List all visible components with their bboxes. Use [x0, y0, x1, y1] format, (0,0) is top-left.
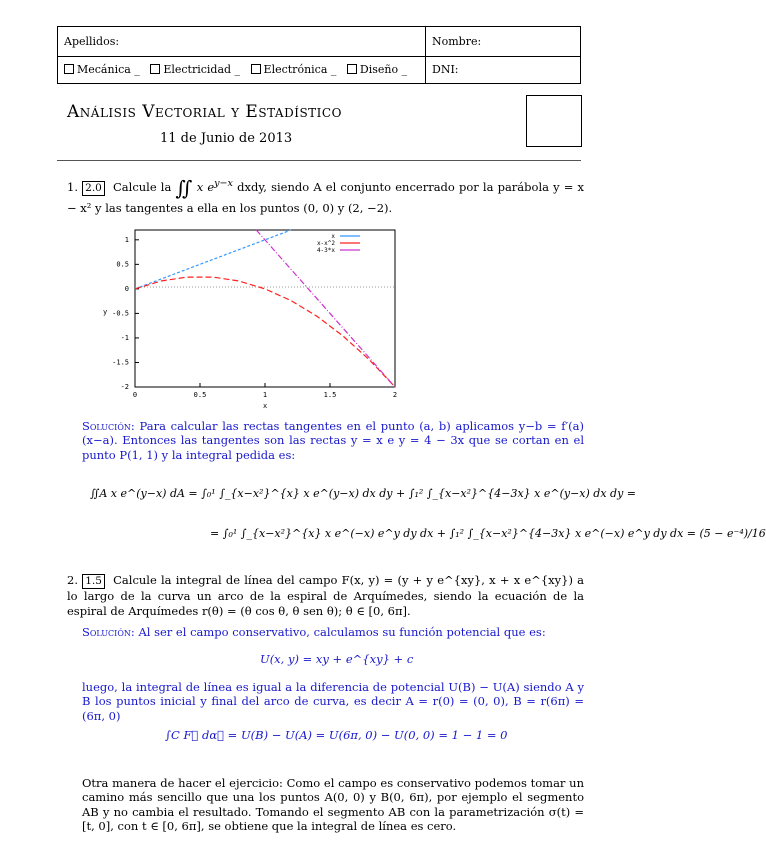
tangent-parabola-chart	[95, 222, 405, 412]
problem2-solution-text: Al ser el campo conservativo, calculamos su función potencial que es:	[138, 625, 546, 639]
exam-date: 11 de Junio de 2013	[160, 131, 293, 146]
grade-box	[526, 95, 582, 147]
problem1-equation-line2: = ∫₀¹ ∫_{x−x²}^{x} x e^(−x) e^y dy dx + ∫₁² ∫_{x−x²}^{4−3x} x e^(−x) e^y dy dx = (5 − e⁻⁴)/16	[210, 527, 766, 540]
option-electronica: Electrónica _	[263, 63, 337, 76]
problem1-statement: 1. 2.0 Calcule la ∬ x $e^{y-x}$ dxdy, siendo A el conjunto encerrado por la parábola y = x − x² y las tangentes a ella en los puntos (0, 0) y (2, −2).	[67, 176, 585, 215]
speciality-options	[64, 63, 407, 77]
checkbox-icon[interactable]	[64, 64, 74, 74]
option-electricidad: Electricidad _	[163, 63, 241, 76]
checkbox-icon[interactable]	[251, 64, 261, 74]
y-axis-label: y	[103, 308, 108, 316]
x-tick-label: 2	[392, 391, 398, 399]
problem1-statement-c: dxdy, siendo A el conjunto encerrado por la parábola y = x − x² y las tangentes a ella en los puntos (0, 0) y (2, −2).	[67, 180, 585, 215]
name-label: Nombre:	[432, 35, 482, 48]
x-axis-label: x	[263, 402, 268, 410]
student-header	[57, 26, 581, 84]
potential-function: U(x, y) = xy + e^{xy} + c	[260, 652, 414, 666]
problem1-number: 1.	[67, 180, 78, 194]
title-separator	[57, 160, 581, 161]
problem2-statement	[67, 573, 584, 618]
y-tick-label: 0	[124, 284, 129, 293]
x-tick-label: 0	[132, 391, 138, 399]
problem2-statement-text: Calcule la integral de línea del campo F(x, y) = (y + y e^{xy}, x + x e^{xy}) a lo largo de la curva un arco de la espiral de Arquímedes, siendo la ecuación de la espiral de Arquímedes r(θ) = (θ cos θ, θ sen θ); θ ∈ [0, 6π].	[67, 573, 585, 618]
problem1-equation-line1: ∬A x e^(y−x) dA = ∫₀¹ ∫_{x−x²}^{x} x e^(y−x) dx dy + ∫₁² ∫_{x−x²}^{4−3x} x e^(y−x) dx dy =	[90, 487, 637, 500]
problem1-solution-label: Solución:	[82, 419, 135, 433]
problem1-solution	[82, 419, 584, 462]
surname-label: Apellidos:	[64, 35, 120, 48]
exam-title: Análisis Vectorial y Estadístico	[67, 102, 342, 122]
problem2-points: 1.5	[82, 574, 105, 589]
y-tick-label: 1	[124, 235, 129, 244]
y-tick-label: -2	[120, 383, 129, 391]
problem2-number: 2.	[67, 573, 78, 587]
x-tick-label: 1.5	[323, 391, 337, 399]
legend-label: x-x^2	[316, 240, 335, 247]
header-divider-horizontal	[58, 56, 580, 57]
y-tick-label: -0.5	[112, 309, 129, 318]
series-line-x	[135, 230, 291, 289]
checkbox-icon[interactable]	[150, 64, 160, 74]
problem1-statement-a: Calcule la	[113, 180, 172, 194]
header-divider-vertical	[425, 27, 426, 83]
problem1-points: 2.0	[82, 181, 105, 196]
problem1-solution-text: Para calcular las rectas tangentes en el punto (a, b) aplicamos y−b = f′(a)(x−a). Entonces las tangentes son las rectas y = x e y = 4 − 3x que se cortan en el punto P(1, 1) y la integral pedida es:	[82, 419, 585, 462]
series-line-xx2	[135, 277, 395, 387]
legend-label: 4-3*x	[316, 247, 335, 254]
y-tick-label: -1	[120, 333, 129, 342]
problem2-followup: luego, la integral de línea es igual a la diferencia de potencial U(B) − U(A) siendo A y B los puntos inicial y final del arco de curva, es decir A = r(0) = (0, 0), B = r(6π) = (6π, 0)	[82, 680, 584, 723]
legend-label: x	[331, 233, 335, 240]
problem2-alternative: Otra manera de hacer el ejercicio: Como el campo es conservativo podemos tomar un camino más sencillo que una los puntos A(0, 0) y B(0, 6π), por ejemplo el segmento AB y no cambia el resultado. Tomando el segmento AB con la parametrización σ(t) = [t, 0], con t ∈ [0, 6π], se obtiene que la integral de línea es cero.	[82, 776, 584, 834]
problem2-solution-label: Solución:	[82, 625, 135, 639]
option-diseno: Diseño _	[359, 63, 408, 76]
x-tick-label: 1	[262, 391, 268, 399]
problem1-statement-b: x e	[196, 180, 215, 194]
x-tick-label: 0.5	[193, 391, 207, 399]
option-mecanica: Mecánica _	[77, 63, 140, 76]
dni-label: DNI:	[432, 63, 459, 76]
checkbox-icon[interactable]	[347, 64, 357, 74]
problem2-solution	[82, 625, 584, 639]
line-integral-result: ∫C F⃗ dα⃗ = U(B) − U(A) = U(6π, 0) − U(0, 0) = 1 − 1 = 0	[165, 728, 508, 742]
double-integral-icon: ∬	[175, 176, 193, 200]
plot-frame	[135, 230, 395, 387]
y-tick-label: 0.5	[116, 260, 129, 269]
y-tick-label: -1.5	[112, 358, 129, 367]
